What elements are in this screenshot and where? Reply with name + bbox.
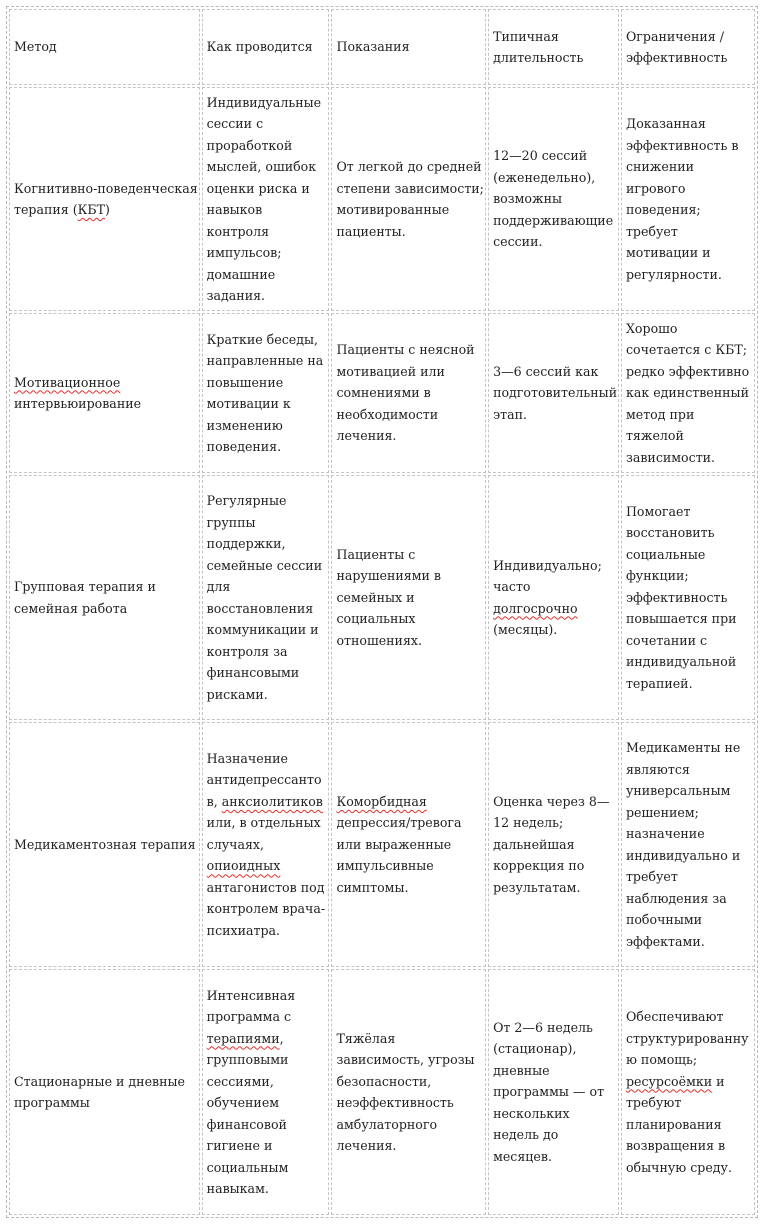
how-cell: Индивидуальные сессии с проработкой мыслей, ошибок оценки риска и навыков контроля импульсов; домашние задания. <box>202 87 330 311</box>
limits-cell: Помогает восстановить социальные функции; эффективность повышается при сочетании с индивидуальной терапией. <box>621 475 755 720</box>
method-cell: Медикаментозная терапия <box>9 722 200 967</box>
duration-cell: От 2—6 недель (стационар), дневные программы — от нескольких недель до месяцев. <box>488 969 619 1215</box>
spell-flagged-word: терапиями <box>206 1030 280 1046</box>
spell-flagged-word: Мотивационное <box>14 374 121 390</box>
duration-cell: 12—20 сессий (еженедельно), возможны поддерживающие сессии. <box>488 87 619 311</box>
duration-cell: 3—6 сессий как подготовительный этап. <box>488 313 619 473</box>
header-duration: Типичная длительность <box>488 9 619 85</box>
limits-text: Обеспечивают структурированную помощь; <box>625 1009 749 1067</box>
duration-text: Индивидуально; часто <box>493 557 602 594</box>
limits-text: и требуют планирования возвращения в обычную среду. <box>625 1073 732 1175</box>
limits-cell: Доказанная эффективность в снижении игрового поведения; требует мотивации и регулярности. <box>621 87 755 311</box>
how-cell: Регулярные группы поддержки, семейные сессии для восстановления коммуникации и контроля за финансовыми рисками. <box>202 475 330 720</box>
therapy-methods-table <box>6 6 758 1218</box>
method-cell: Групповая терапия и семейная работа <box>9 475 200 720</box>
how-cell <box>202 722 330 967</box>
header-how: Как проводится <box>202 9 330 85</box>
spell-flagged-word: ресурсоёмки <box>625 1073 713 1089</box>
table-header-row <box>9 9 755 85</box>
spell-flagged-word: Коморбидная <box>336 793 427 809</box>
limits-cell: Хорошо сочетается с КБТ; редко эффективно как единственный метод при тяжелой зависимости. <box>621 313 755 473</box>
limits-cell <box>621 969 755 1215</box>
indications-cell: Пациенты с нарушениями в семейных и социальных отношениях. <box>331 475 486 720</box>
header-method: Метод <box>9 9 200 85</box>
header-limits: Ограничения / эффективность <box>621 9 755 85</box>
spell-flagged-word: опиоидных <box>206 858 281 874</box>
how-text: Интенсивная программа с <box>206 987 296 1024</box>
indications-cell <box>331 722 486 967</box>
indications-text: депрессия/тревога или выраженные импульсивные симптомы. <box>336 815 462 895</box>
method-cell: Стационарные и дневные программы <box>9 969 200 1215</box>
spell-flagged-word: долгосрочно <box>493 600 578 616</box>
how-text: антагонистов под контролем врача-психиатра. <box>206 879 326 938</box>
method-cell <box>9 87 200 311</box>
header-indications: Показания <box>331 9 486 85</box>
method-text: ) <box>105 202 110 217</box>
limits-cell: Медикаменты не являются универсальным решением; назначение индивидуально и требует наблюдения за побочными эффектами. <box>621 722 755 967</box>
table-row <box>9 475 755 720</box>
indications-cell: Тяжёлая зависимость, угрозы безопасности, неэффективность амбулаторного лечения. <box>331 969 486 1215</box>
indications-cell: Пациенты с неясной мотивацией или сомнениями в необходимости лечения. <box>331 313 486 473</box>
method-cell <box>9 313 200 473</box>
duration-text: (месяцы). <box>493 622 558 637</box>
table-row <box>9 969 755 1215</box>
how-cell: Краткие беседы, направленные на повышение мотивации к изменению поведения. <box>202 313 330 473</box>
table-row <box>9 87 755 311</box>
how-text: или, в отдельных случаях, <box>206 815 321 852</box>
table-row <box>9 313 755 473</box>
table-row <box>9 722 755 967</box>
how-text: Назначение антидепрессантов, <box>206 750 322 809</box>
how-text: , групповыми сессиями, обучением финансовой гигиене и социальным навыкам. <box>206 1030 289 1196</box>
duration-cell: Оценка через 8—12 недель; дальнейшая коррекция по результатам. <box>488 722 619 967</box>
indications-cell: От легкой до средней степени зависимости; мотивированные пациенты. <box>331 87 486 311</box>
how-cell <box>202 969 330 1215</box>
method-text: Когнитивно-поведенческая терапия ( <box>14 180 198 217</box>
method-text: интервьюирование <box>14 396 142 411</box>
spell-flagged-word: КБТ <box>77 202 106 217</box>
spell-flagged-word: анксиолитиков <box>221 793 323 809</box>
duration-cell <box>488 475 619 720</box>
